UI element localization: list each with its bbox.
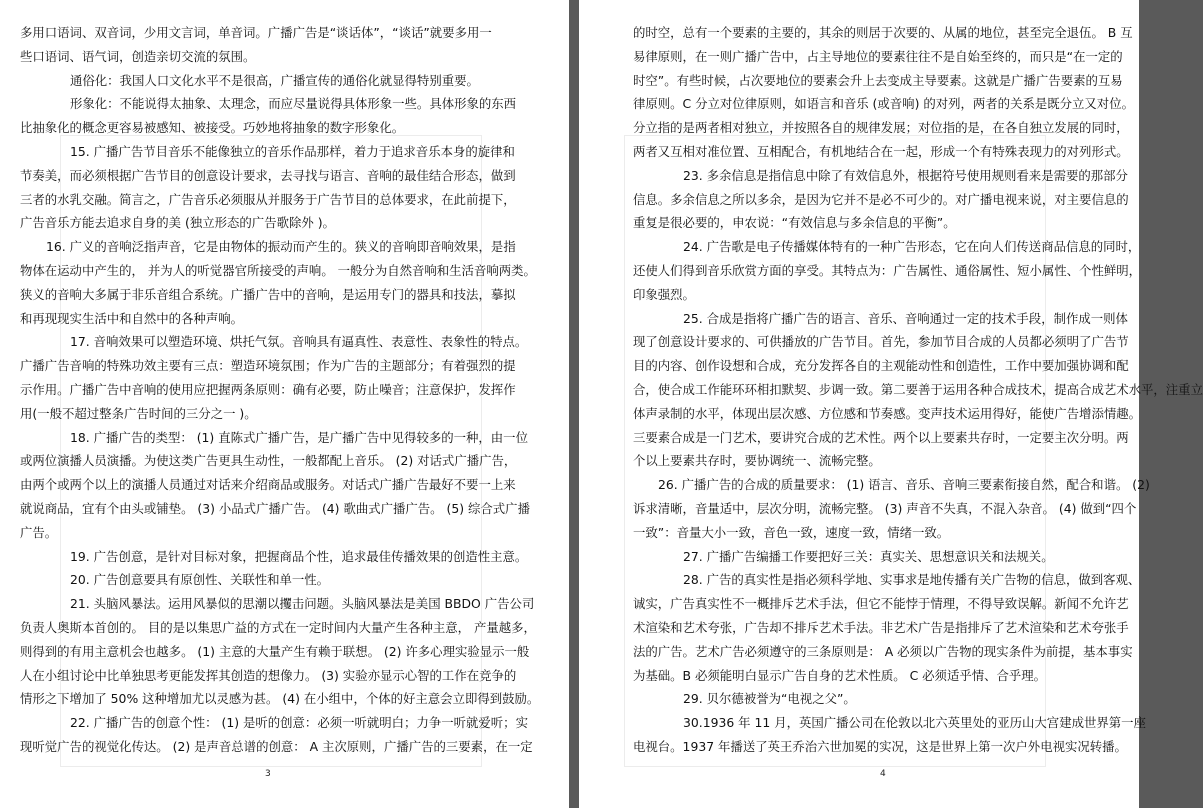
text-line: 现听觉广告的视觉化传达。 (2) 是声音总谱的创意： A 主次原则，广播广告的三要素，在一定	[20, 739, 533, 754]
text-line: 23. 多余信息是指信息中除了有效信息外，根据符号使用规则看来是需要的那部分	[683, 167, 1128, 183]
text-line: 形象化：不能说得太抽象、太理念，而应尽量说得具体形象一些。具体形象的东西	[70, 96, 517, 112]
text-line: 人在小组讨论中比单独思考更能发挥其创造的想像力。 (3) 实验亦显示心智的工作在竞争的	[20, 667, 517, 683]
text-line: 比抽象化的概念更容易被感知、被接受。巧妙地将抽象的数字形象化。	[20, 120, 405, 136]
text-line: 20. 广告创意要具有原创性、关联性和单一性。	[70, 572, 330, 588]
text-line: 负责人奥斯本首创的。 目的是以集思广益的方式在一定时间内大量产生各种主意， 产量越多，	[20, 620, 536, 635]
text-line: 22. 广播广告的创意个性： (1) 是听的创意：必须一听就明白；力争一听就爱听；实	[70, 715, 528, 731]
text-line: 印象强烈。	[633, 286, 695, 302]
text-line: 就说商品，宜有个由头或铺垫。 (3) 小品式广播广告。 (4) 歌曲式广播广告。 (5) 综合式广播	[20, 501, 530, 516]
text-line: 27. 广播广告编播工作要把好三关：真实关、思想意识关和法规关。	[683, 548, 1054, 564]
page-number: 3	[265, 769, 271, 779]
text-line: 合，使合成工作能环环相扣默契、步调一致。第二要善于运用各种合成技术，提高合成艺术水平，注重立	[633, 382, 1203, 397]
text-line: 狭义的音响大多属于非乐音组合系统。广播广告中的音响，是运用专门的器具和技法，摹拟	[20, 286, 516, 302]
text-line: 目的内容、创作设想和合成，充分发挥各自的主观能动性和创造性，工作中要加强协调和配	[633, 358, 1129, 374]
text-line: 情形之下增加了 50% 这种增加尤以灵感为甚。 (4) 在小组中，个体的好主意会立即得到鼓励。	[20, 691, 540, 707]
text-line: 术渲染和艺术夸张，广告却不排斥艺术手法。非艺术广告是指排斥了艺术渲染和艺术夸张手	[633, 620, 1129, 635]
text-line: 示作用。广播广告中音响的使用应把握两条原则：确有必要，防止噪音；注意保护，发挥作	[20, 382, 516, 397]
text-line: 法的广告。艺术广告必须遵守的三条原则是： A 必须以广告物的现实条件为前提，基本事实	[633, 643, 1133, 659]
text-line: 节奏美，而必须根据广告节目的创意设计要求，去寻找与语言、音响的最佳结合形态，做到	[20, 167, 516, 183]
text-line: 时空”。有些时候，占次要地位的要素会升上去变成主导要素。这就是广播广告要素的互易	[633, 72, 1123, 88]
text-line: 诚实，广告真实性不一概排斥艺术手法，但它不能悖于情理，不得导致误解。新闻不允许艺	[633, 596, 1129, 612]
text-line: 26. 广播广告的合成的质量要求： (1) 语言、音乐、音响三要素衔接自然，配合和谐。 (2)	[658, 477, 1150, 493]
text-line: 19. 广告创意，是针对目标对象，把握商品个性，追求最佳传播效果的创造性主意。	[70, 548, 528, 564]
text-line: 还使人们得到音乐欣赏方面的享受。其特点为：广告属性、通俗属性、短小属性、个性鲜明，	[633, 263, 1142, 278]
text-line: 为基础。B 必须能明白显示广告自身的艺术性质。 C 必须适乎情、合乎理。	[633, 667, 1047, 683]
text-line: 三者的水乳交融。简言之，广告音乐必须服从并服务于广告节目的总体要求，在此前提下，	[20, 191, 516, 207]
text-line: 电视台。1937 年播送了英王乔治六世加冕的实况，这是世界上第一次户外电视实况转播。	[633, 739, 1127, 754]
text-line: 广告音乐方能去追求自身的美 (独立形态的广告歌除外 )。	[20, 215, 335, 231]
text-line: 18. 广播广告的类型： (1) 直陈式广播广告，是广播广告中见得较多的一种，由一位	[70, 429, 528, 445]
text-line: 三要素合成是一门艺术，要讲究合成的艺术性。两个以上要素共存时，一定要主次分明。两	[633, 429, 1129, 445]
text-line: 些口语词、语气词，创造亲切交流的氛围。	[20, 48, 256, 64]
page-number: 4	[880, 769, 886, 779]
text-line: 易律原则，在一则广播广告中，占主导地位的要素往往不是自始至终的，而只是“在一定的	[633, 48, 1123, 64]
text-line: 25. 合成是指将广播广告的语言、音乐、音响通过一定的技术手段，制作成一则体	[683, 310, 1128, 326]
text-line: 则得到的有用主意机会也越多。 (1) 主意的大量产生有赖于联想。 (2) 许多心理实验显示一般	[20, 643, 530, 659]
text-line: 通俗化：我国人口文化水平不是很高，广播宣传的通俗化就显得特别重要。	[70, 72, 479, 88]
text-line: 21. 头脑风暴法。运用风暴似的思潮以攫击问题。头脑风暴法是美国 BBDO 广告公司	[70, 596, 535, 612]
text-line: 重复是很必要的，申农说：“有效信息与多余信息的平衡”。	[633, 215, 956, 231]
text-line: 体声录制的水平，体现出层次感、方位感和节奏感。变声技术运用得好，能使广告增添情趣。	[633, 405, 1142, 421]
text-line: 信息。多余信息之所以多余，是因为它并不是必不可少的。对广播电视来说，对主要信息的	[633, 191, 1129, 207]
text-line: 17. 音响效果可以塑造环境、烘托气氛。音响具有逼真性、表意性、表象性的特点。	[70, 334, 528, 350]
text-line: 现了创意设计要求的、可供播放的广告节目。首先，参加节目合成的人员都必须明了广告节	[633, 334, 1129, 350]
text-line: 或两位演播人员演播。为使这类广告更具生动性，一般都配上音乐。 (2) 对话式广播广告，	[20, 453, 517, 469]
text-line: 24. 广告歌是电子传播媒体特有的一种广告形态，它在向人们传送商品信息的同时，	[683, 239, 1141, 255]
text-line: 分立指的是两者相对独立，并按照各自的规律发展；对位指的是，在各自独立发展的同时，	[633, 120, 1129, 136]
text-line: 广告。	[20, 524, 58, 540]
page-3	[0, 0, 569, 808]
text-line: 物体在运动中产生的， 并为人的听觉器官所接受的声响。 一般分为自然音响和生活音响两类。	[20, 263, 536, 278]
page-4	[579, 0, 1203, 808]
text-line: 多用口语词、双音词，少用文言词，单音词。广播广告是“谈话体”，“谈话”就要多用一	[20, 25, 492, 40]
text-line: 29. 贝尔德被誉为“电视之父”。	[683, 691, 856, 707]
text-line: 用(一般不超过整条广告时间的三分之一 )。	[20, 405, 257, 421]
text-line: 15. 广播广告节目音乐不能像独立的音乐作品那样，着力于追求音乐本身的旋律和	[70, 144, 515, 159]
text-line: 一致”：音量大小一致，音色一致，速度一致，情绪一致。	[633, 524, 950, 540]
text-line: 个以上要素共存时，要协调统一、流畅完整。	[633, 453, 881, 469]
text-line: 的时空，总有一个要素的主要的，其余的则居于次要的、从属的地位，甚至完全退伍。 B 互	[633, 25, 1133, 40]
text-line: 律原则。C 分立对位律原则，如语言和音乐 (或音响) 的对列，两者的关系是既分立又对位。	[633, 96, 1134, 112]
text-line: 和再现现实生活中和自然中的各种声响。	[20, 310, 244, 326]
text-line: 两者又互相对准位置、互相配合，有机地结合在一起，形成一个有特殊表现力的对列形式。	[633, 144, 1129, 159]
text-line: 由两个或两个以上的演播人员通过对话来介绍商品或服务。对话式广播广告最好不要一上来	[20, 477, 516, 493]
text-line: 28. 广告的真实性是指必须科学地、实事求是地传播有关广告物的信息，做到客观、	[683, 572, 1141, 588]
text-line: 16. 广义的音响泛指声音，它是由物体的振动而产生的。狭义的音响即音响效果，是指	[46, 239, 516, 255]
text-line: 广播广告音响的特殊功效主要有三点：塑造环境氛围；作为广告的主题部分；有着强烈的提	[20, 358, 516, 374]
text-line: 诉求清晰，音量适中，层次分明，流畅完整。 (3) 声音不失真，不混入杂音。 (4) 做到“四个	[633, 501, 1137, 516]
text-line: 30.1936 年 11 月，英国广播公司在伦敦以北六英里处的亚历山大宫建成世界第一座	[683, 715, 1146, 731]
